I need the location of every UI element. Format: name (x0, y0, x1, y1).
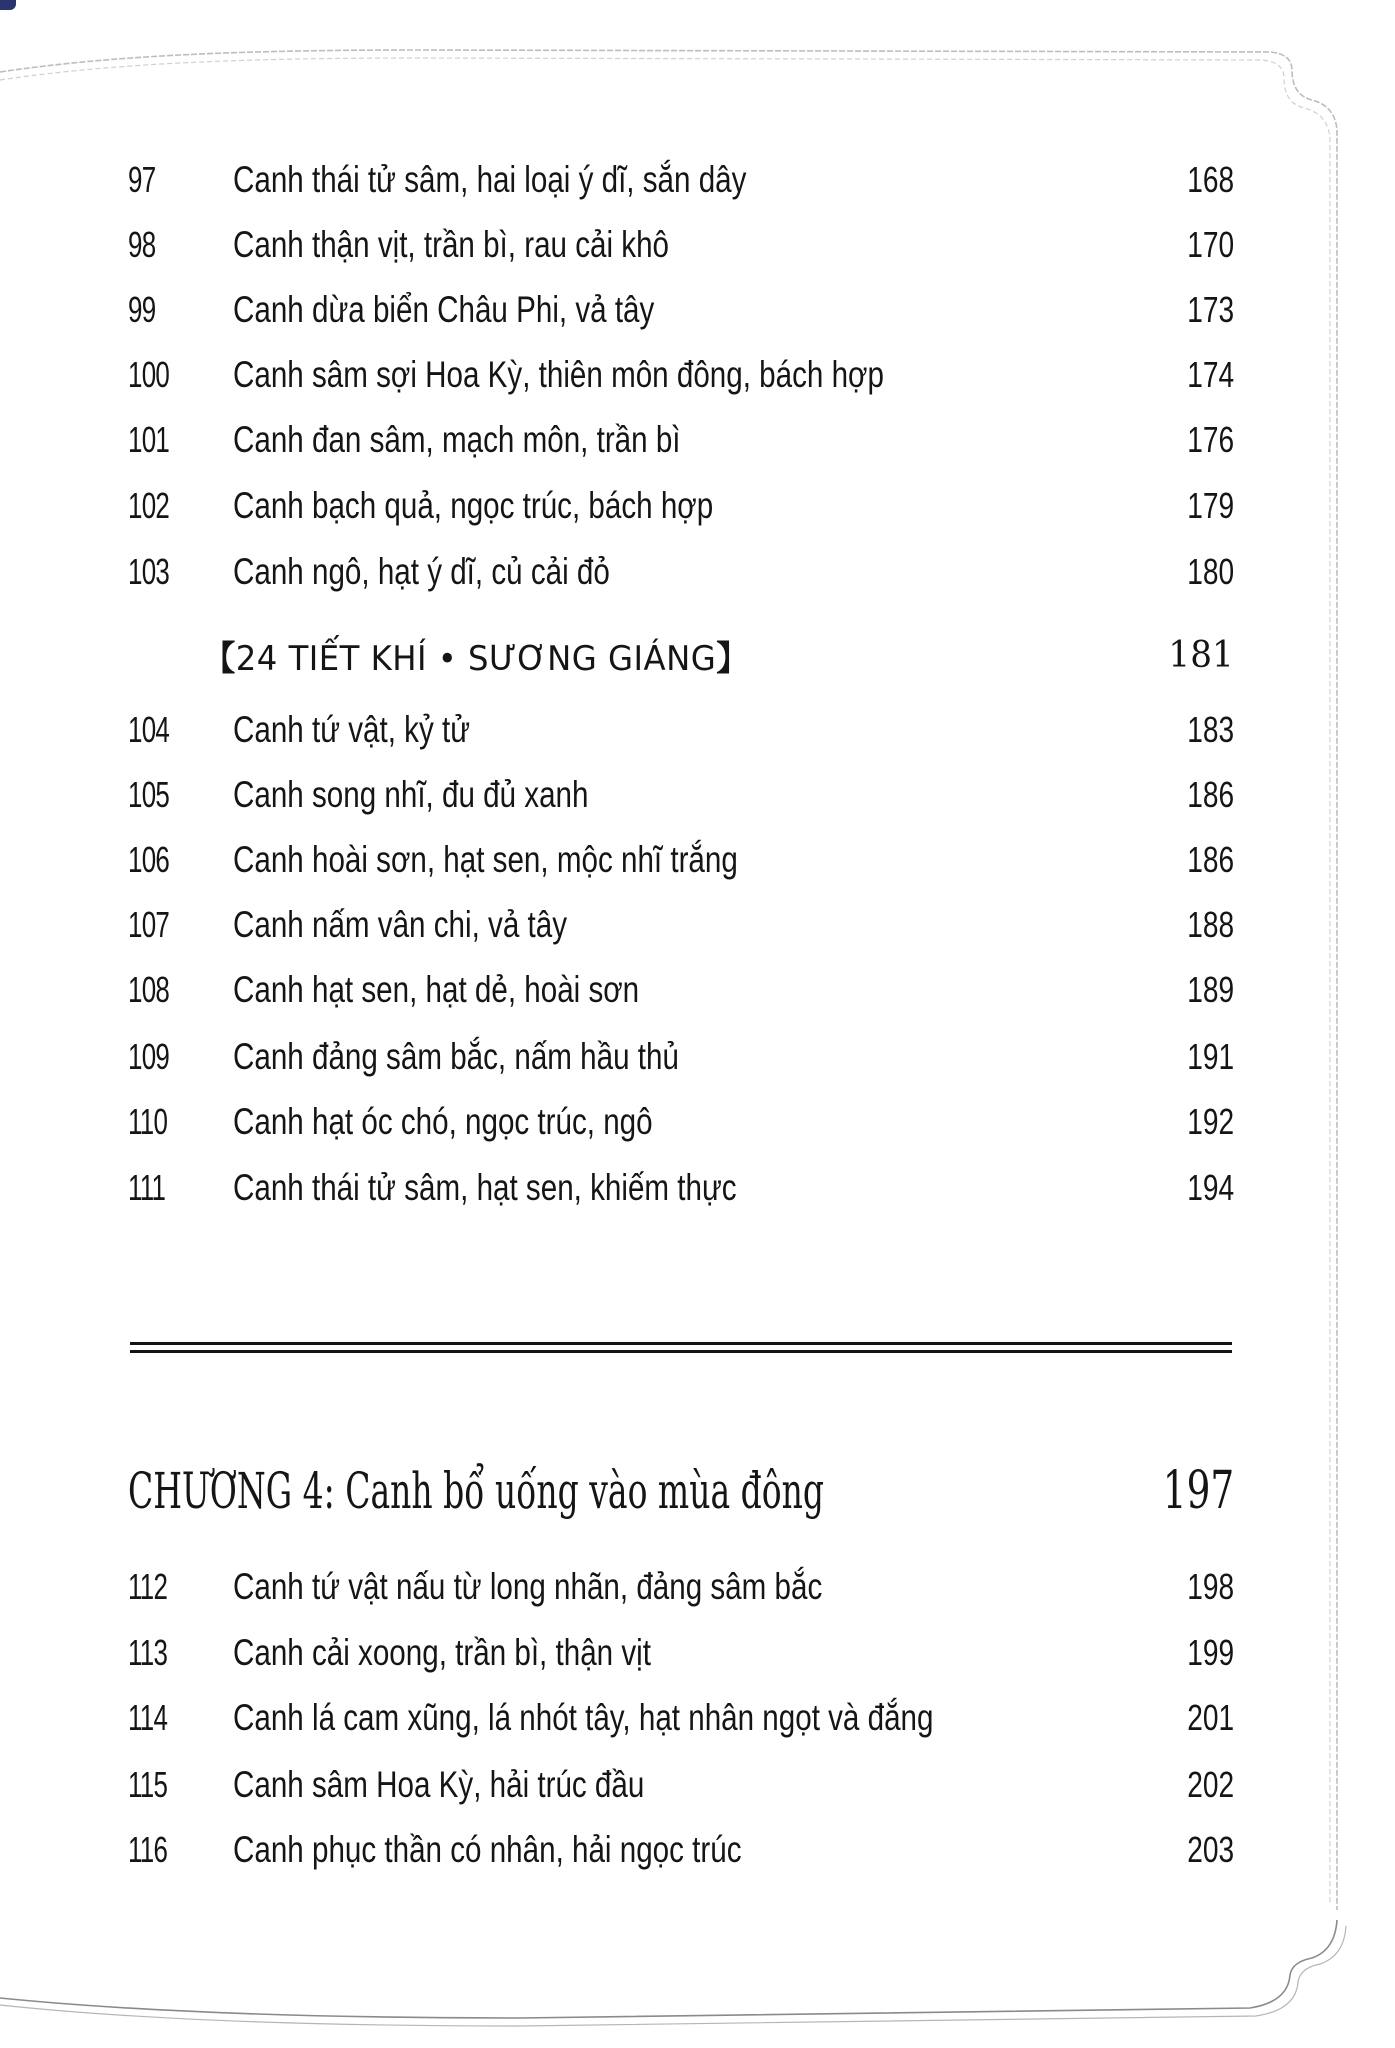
entry-number: 100 (128, 354, 170, 395)
entry-number: 106 (128, 839, 170, 880)
entry-page: 198 (1187, 1566, 1234, 1607)
entry-title: Canh cải xoong, trần bì, thận vịt (233, 1632, 651, 1673)
entry-title: Canh ngô, hạt ý dĩ, củ cải đỏ (233, 551, 610, 592)
entry-page: 170 (1187, 224, 1234, 265)
entry-number: 116 (128, 1829, 168, 1870)
entry-number: 101 (128, 419, 170, 460)
entry-page: 179 (1187, 485, 1234, 526)
section-page: 181 (1168, 634, 1234, 676)
toc-entry[interactable] (128, 1092, 1234, 1152)
toc-entry[interactable] (128, 150, 1234, 210)
entry-page: 186 (1187, 774, 1234, 815)
toc-entry[interactable] (128, 1027, 1234, 1087)
entry-number: 103 (128, 551, 170, 592)
entry-page: 174 (1187, 354, 1234, 395)
entry-number: 105 (128, 774, 170, 815)
entry-page: 194 (1187, 1167, 1234, 1208)
entry-title: Canh nấm vân chi, vả tây (233, 904, 567, 945)
entry-page: 188 (1187, 904, 1234, 945)
entry-title: Canh bạch quả, ngọc trúc, bách hợp (233, 485, 714, 526)
entry-number: 112 (128, 1566, 168, 1607)
chapter-divider (130, 1340, 1232, 1354)
toc-entry[interactable] (128, 280, 1234, 340)
toc-entry[interactable] (128, 1557, 1234, 1617)
entry-page: 201 (1187, 1697, 1234, 1738)
entry-title: Canh thái tử sâm, hai loại ý dĩ, sắn dây (233, 159, 747, 200)
toc-entry[interactable] (128, 1158, 1234, 1218)
entry-page: 191 (1187, 1036, 1234, 1077)
entry-title: Canh tứ vật, kỷ tử (233, 709, 471, 750)
entry-number: 99 (128, 289, 156, 330)
entry-page: 173 (1187, 289, 1234, 330)
entry-page: 202 (1187, 1764, 1234, 1805)
toc-entry[interactable] (128, 410, 1234, 470)
entry-title: Canh song nhĩ, đu đủ xanh (233, 774, 589, 815)
bracket-open: 【 (203, 638, 236, 679)
toc-entry[interactable] (128, 476, 1234, 536)
toc-entry[interactable] (128, 1755, 1234, 1815)
entry-number: 102 (128, 485, 170, 526)
toc-entry[interactable] (128, 345, 1234, 405)
entry-title: Canh đảng sâm bắc, nấm hầu thủ (233, 1036, 679, 1077)
entry-title: Canh tứ vật nấu từ long nhãn, đảng sâm bắc (233, 1566, 823, 1607)
entry-number: 115 (128, 1764, 168, 1805)
divider-line-top (130, 1342, 1232, 1345)
entry-title: Canh lá cam xũng, lá nhót tây, hạt nhân ngọt và đắng (233, 1697, 934, 1738)
entry-title: Canh hạt óc chó, ngọc trúc, ngô (233, 1101, 653, 1142)
toc-entry[interactable] (128, 830, 1234, 890)
entry-number: 110 (128, 1101, 168, 1142)
entry-number: 113 (128, 1632, 168, 1673)
entry-title: Canh thận vịt, trần bì, rau cải khô (233, 224, 670, 265)
entry-page: 168 (1187, 159, 1234, 200)
toc-entry[interactable] (128, 895, 1234, 955)
toc-entry[interactable] (128, 960, 1234, 1020)
section-title-text: 24 TIẾT KHÍ • SƯƠNG GIÁNG (235, 638, 717, 679)
entry-page: 189 (1187, 969, 1234, 1010)
entry-title: Canh hạt sen, hạt dẻ, hoài sơn (233, 969, 640, 1010)
entry-number: 97 (128, 159, 156, 200)
entry-title: Canh thái tử sâm, hạt sen, khiếm thực (233, 1167, 737, 1208)
entry-page: 183 (1187, 709, 1234, 750)
entry-number: 108 (128, 969, 170, 1010)
entry-number: 109 (128, 1036, 170, 1077)
chapter-page: 197 (1162, 1461, 1234, 1521)
entry-title: Canh sâm Hoa Kỳ, hải trúc đầu (233, 1764, 645, 1805)
divider-line-bottom (130, 1350, 1232, 1353)
chapter-title: CHƯƠNG 4: Canh bổ uống vào mùa đông (128, 1462, 825, 1520)
entry-page: 176 (1187, 419, 1234, 460)
entry-number: 111 (128, 1167, 166, 1208)
section-heading-title (203, 631, 749, 680)
toc-entry[interactable] (128, 1820, 1234, 1880)
entry-title: Canh đan sâm, mạch môn, trần bì (233, 419, 681, 460)
entry-page: 203 (1187, 1829, 1234, 1870)
entry-title: Canh dừa biển Châu Phi, vả tây (233, 289, 655, 330)
toc-entry[interactable] (128, 215, 1234, 275)
toc-entry[interactable] (128, 700, 1234, 760)
entry-title: Canh hoài sơn, hạt sen, mộc nhĩ trắng (233, 839, 738, 880)
bracket-close: 】 (716, 638, 750, 679)
entry-number: 104 (128, 709, 170, 750)
toc-entry[interactable] (128, 765, 1234, 825)
entry-page: 199 (1187, 1632, 1234, 1673)
entry-page: 186 (1187, 839, 1234, 880)
entry-title: Canh sâm sợi Hoa Kỳ, thiên môn đông, bách hợp (233, 354, 884, 395)
entry-number: 107 (128, 904, 170, 945)
toc-entry[interactable] (128, 1623, 1234, 1683)
entry-number: 98 (128, 224, 156, 265)
entry-page: 192 (1187, 1101, 1234, 1142)
toc-entry[interactable] (128, 1688, 1234, 1748)
toc-entry[interactable] (128, 542, 1234, 602)
entry-title: Canh phục thần có nhân, hải ngọc trúc (233, 1829, 742, 1870)
toc-chapter-heading[interactable] (128, 1455, 1234, 1527)
entry-page: 180 (1187, 551, 1234, 592)
entry-number: 114 (128, 1697, 168, 1738)
toc-section-heading[interactable] (128, 625, 1234, 685)
